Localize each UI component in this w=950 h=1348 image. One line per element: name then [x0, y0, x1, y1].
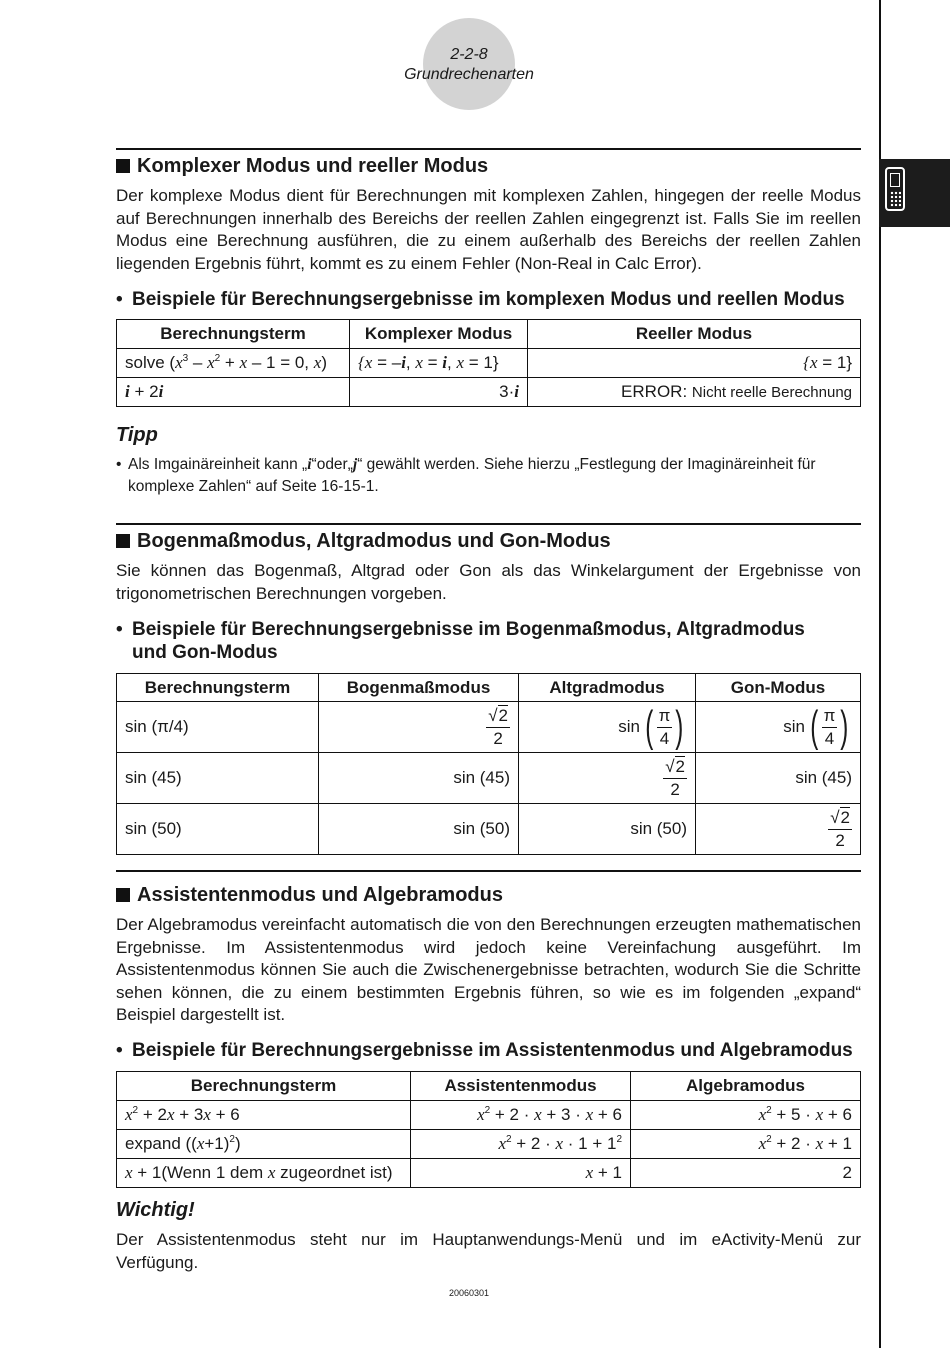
section-heading-assistant: Assistentenmodus und Algebramodus	[116, 884, 503, 907]
cell-algebra: $x^2 + 5 \cdot x + 6$	[631, 1101, 861, 1130]
header-circle	[423, 18, 515, 110]
column-header: Altgradmodus	[519, 674, 696, 702]
section-rule	[116, 523, 861, 525]
cell-term: $x^2 + 2x + 3x + 6$	[117, 1101, 411, 1130]
cell-real: {x = 1}	[528, 349, 861, 378]
fraction-sqrt2-over-2: $\frac{√2}{2}$	[665, 756, 685, 799]
column-header: Assistentenmodus	[411, 1072, 631, 1101]
column-header: Komplexer Modus	[350, 320, 528, 349]
table-assistant-algebra	[116, 1071, 861, 1188]
chapter-tab	[879, 159, 950, 227]
cell-deg	[519, 753, 696, 804]
column-header: Berechnungsterm	[117, 1072, 411, 1101]
important-heading: Wichtig!	[116, 1199, 195, 1221]
table-row	[117, 349, 861, 378]
tip-heading: Tipp	[116, 424, 158, 446]
table-row	[117, 702, 861, 753]
cell-deg: sin (50)	[519, 804, 696, 855]
cell-term: solve ($x^3 - x^2 + x - 1 = 0$, x)	[117, 349, 350, 378]
bullet-icon: •	[116, 1040, 123, 1061]
important-text: Der Assistentenmodus steht nur im Hauptanwendungs-Menü und im eActivity-Menü zur Verfügung.	[116, 1230, 861, 1272]
cell-assist: $x^2 + 2 \cdot x \cdot 1 + 1^2$	[411, 1130, 631, 1159]
examples-heading-complex: • Beispiele für Berechnungsergebnisse im komplexen Modus und reellen Modus	[116, 289, 845, 310]
column-header: Berechnungsterm	[117, 320, 350, 349]
cell-complex: 3·i	[350, 378, 528, 407]
section-rule	[116, 870, 861, 872]
table-row	[117, 1130, 861, 1159]
table-complex-real	[116, 319, 861, 407]
cell-term: expand $((x+1)^2)$	[117, 1130, 411, 1159]
cell-rad: sin (45)	[319, 753, 519, 804]
column-header: Bogenmaßmodus	[319, 674, 519, 702]
square-bullet-icon	[116, 159, 130, 173]
fraction-sqrt2-over-2: $\frac{√2}{2}$	[488, 705, 508, 748]
table-row	[117, 378, 861, 407]
cell-gon: sin (45)	[696, 753, 861, 804]
paragraph-assistant: Der Algebramodus vereinfacht automatisch die von den Berechnungen erzeugten mathematischen Ergebnisse. Im Assistentenmodus wird jedoch keine Vereinfachung ausgeführt. Im Assistentenmodus können Sie auch die Zwischenergebnisse betrachten, wodurch Sie die Schritte sehen können, die zu einem bestimmten Ergebnis führen, so wie es im folgenden „expand“ Beispiel dargestellt ist.	[116, 915, 861, 1024]
cell-gon	[696, 804, 861, 855]
cell-deg: sin ( $\frac{\pi}{4}$ )	[519, 702, 696, 753]
footer-code: 20060301	[448, 1288, 490, 1298]
chapter-title: Grundrechenarten	[404, 66, 534, 83]
section-heading-complex: Komplexer Modus und reeller Modus	[116, 155, 488, 178]
examples-heading-angle: • Beispiele für Berechnungsergebnisse im Bogenmaßmodus, Altgradmodus und Gon-Modus	[116, 619, 805, 663]
column-header: Gon-Modus	[696, 674, 861, 702]
square-bullet-icon	[116, 534, 130, 548]
page-number: 2-2-8	[450, 46, 488, 63]
cell-gon: sin ( $\frac{\pi}{4}$ )	[696, 702, 861, 753]
cell-assist: x + 1	[411, 1159, 631, 1188]
cell-term: i + 2i	[117, 378, 350, 407]
square-bullet-icon	[116, 888, 130, 902]
cell-algebra: $x^2 + 2 \cdot x + 1$	[631, 1130, 861, 1159]
table-row	[117, 753, 861, 804]
paragraph-angle: Sie können das Bogenmaß, Altgrad oder Gon als das Winkelargument der Ergebnisse von trigonometrischen Berechnungen vorgeben.	[116, 561, 861, 603]
bullet-icon: •	[116, 619, 123, 640]
section-heading-angle: Bogenmaßmodus, Altgradmodus und Gon-Modus	[116, 530, 611, 553]
cell-algebra: 2	[631, 1159, 861, 1188]
cell-term: x + 1(Wenn 1 dem x zugeordnet ist)	[117, 1159, 411, 1188]
cell-rad	[319, 702, 519, 753]
fraction-sqrt2-over-2: $\frac{√2}{2}$	[830, 807, 850, 850]
tip-text: • Als Imgainäreinheit kann „i“oder„j“ gewählt werden. Siehe hierzu „Festlegung der Imaginäreinheit für komplexe Zahlen“ auf Seite 16-15-1.	[116, 456, 816, 495]
cell-term: sin (45)	[117, 753, 319, 804]
examples-heading-assistant: • Beispiele für Berechnungsergebnisse im Assistentenmodus und Algebramodus	[116, 1040, 853, 1061]
cell-rad: sin (50)	[319, 804, 519, 855]
table-row	[117, 1101, 861, 1130]
table-angle	[116, 673, 861, 855]
paragraph-complex: Der komplexe Modus dient für Berechnungen mit komplexen Zahlen, hingegen der reelle Modus auf Berechnungen innerhalb des Bereichs der reellen Zahlen eingegrenzt ist. Falls Sie im reellen Modus eine Berechnung ausführen, die zu einem außerhalb des Bereichs der reellen Zahlen liegenden Ergebnis führt, kommt es zu einem Fehler (Non-Real in Calc Error).	[116, 186, 861, 273]
column-header: Berechnungsterm	[117, 674, 319, 702]
cell-assist: $x^2 + 2 \cdot x + 3 \cdot x + 6$	[411, 1101, 631, 1130]
table-row	[117, 804, 861, 855]
cell-term: sin (π/4)	[117, 702, 319, 753]
cell-term: sin (50)	[117, 804, 319, 855]
section-rule	[116, 148, 861, 150]
column-header: Algebramodus	[631, 1072, 861, 1101]
calculator-icon	[885, 167, 905, 211]
bullet-icon: •	[116, 456, 122, 473]
cell-complex: {x = –i, x = i, x = 1}	[350, 349, 528, 378]
bullet-icon: •	[116, 289, 123, 310]
column-header: Reeller Modus	[528, 320, 861, 349]
cell-real: ERROR: Nicht reelle Berechnung	[528, 378, 861, 407]
table-row	[117, 1159, 861, 1188]
